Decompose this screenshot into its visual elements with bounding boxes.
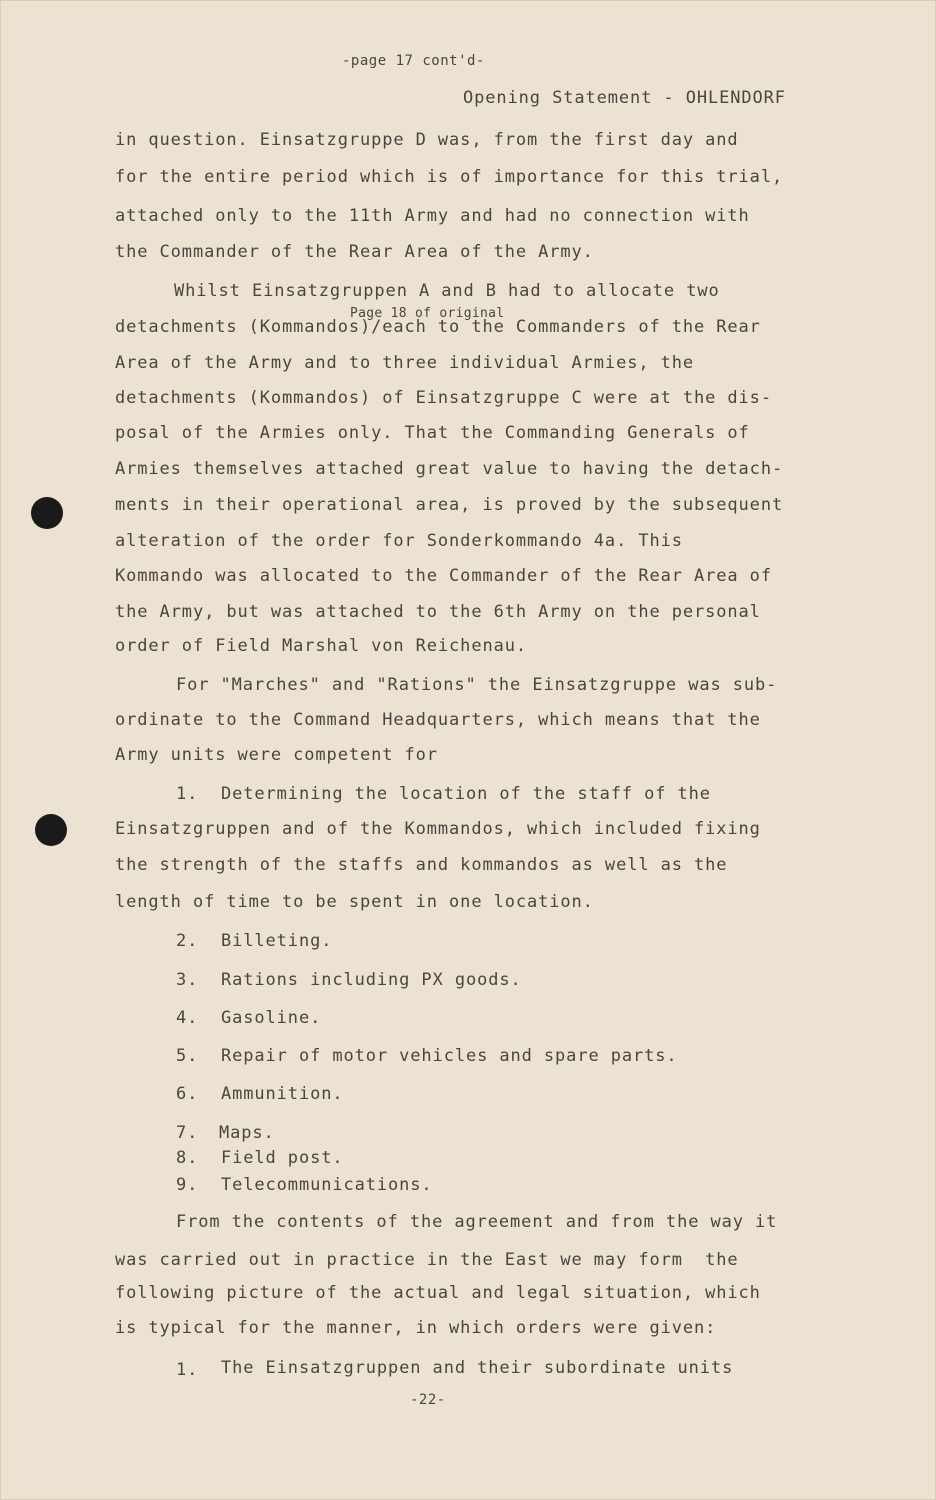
list-item-text: Gasoline. [221, 1008, 322, 1028]
list-item-number: 5. [176, 1046, 199, 1066]
list-item-number: 3. [176, 970, 199, 990]
punch-hole-upper [31, 497, 63, 529]
list-item-number: 2. [176, 931, 199, 951]
list-item-number: 4. [176, 1008, 199, 1028]
text-line: Area of the Army and to three individual Armies, the [115, 353, 695, 373]
text-line: the Army, but was attached to the 6th Army on the personal [115, 602, 761, 622]
document-title: Opening Statement - OHLENDORF [463, 88, 786, 108]
list-item-number: 7. [176, 1123, 199, 1143]
text-line: attached only to the 11th Army and had no connection with [115, 206, 750, 226]
page-continuation: -page 17 cont'd- [342, 53, 485, 69]
page-marker: Page 18 of original [350, 306, 505, 321]
list-item-text: Determining the location of the staff of the [221, 784, 711, 804]
text-line: order of Field Marshal von Reichenau. [115, 636, 527, 656]
list-item-text: Billeting. [221, 931, 333, 951]
text-line: the strength of the staffs and kommandos as well as the [115, 855, 728, 875]
text-line: Kommando was allocated to the Commander of the Rear Area of [115, 566, 772, 586]
text-line: the Commander of the Rear Area of the Army. [115, 242, 594, 262]
text-line: ordinate to the Command Headquarters, which means that the [115, 710, 761, 730]
list-item-number: 6. [176, 1084, 199, 1104]
text-line: was carried out in practice in the East we may form the [115, 1250, 739, 1270]
text-line: in question. Einsatzgruppe D was, from the first day and [115, 130, 739, 150]
list-item-text: Field post. [221, 1148, 344, 1168]
text-line: is typical for the manner, in which orders were given: [115, 1318, 717, 1338]
text-line: ments in their operational area, is proved by the subsequent [115, 495, 784, 515]
text-line: following picture of the actual and legal situation, which [115, 1283, 761, 1303]
text-line: detachments (Kommandos)/each to the Commanders of the Rear [115, 317, 761, 337]
list-item-text: Rations including PX goods. [221, 970, 522, 990]
list-item-text: Ammunition. [221, 1084, 344, 1104]
text-line: Whilst Einsatzgruppen A and B had to allocate two [174, 281, 720, 301]
punch-hole-lower [35, 814, 67, 846]
text-line: detachments (Kommandos) of Einsatzgruppe C were at the dis- [115, 388, 772, 408]
list-item-number: 8. [176, 1148, 199, 1168]
text-line: From the contents of the agreement and from the way it [176, 1212, 778, 1232]
list-item-text: Maps. [219, 1123, 275, 1143]
text-line: For "Marches" and "Rations" the Einsatzgruppe was sub- [176, 675, 778, 695]
list-item-text: Telecommunications. [221, 1175, 433, 1195]
list-item-text: The Einsatzgruppen and their subordinate units [221, 1358, 734, 1378]
list-item-number: 1. [176, 1360, 199, 1380]
page-number: -22- [410, 1392, 446, 1408]
text-line: posal of the Armies only. That the Commanding Generals of [115, 423, 750, 443]
text-line: length of time to be spent in one location. [115, 892, 594, 912]
text-line: Army units were competent for [115, 745, 438, 765]
text-line: alteration of the order for Sonderkommando 4a. This [115, 531, 683, 551]
list-item-number: 1. [176, 784, 199, 804]
list-item-text: Repair of motor vehicles and spare parts. [221, 1046, 678, 1066]
text-line: Armies themselves attached great value to having the detach- [115, 459, 784, 479]
list-item-number: 9. [176, 1175, 199, 1195]
text-line: Einsatzgruppen and of the Kommandos, which included fixing [115, 819, 761, 839]
text-line: for the entire period which is of importance for this trial, [115, 167, 784, 187]
